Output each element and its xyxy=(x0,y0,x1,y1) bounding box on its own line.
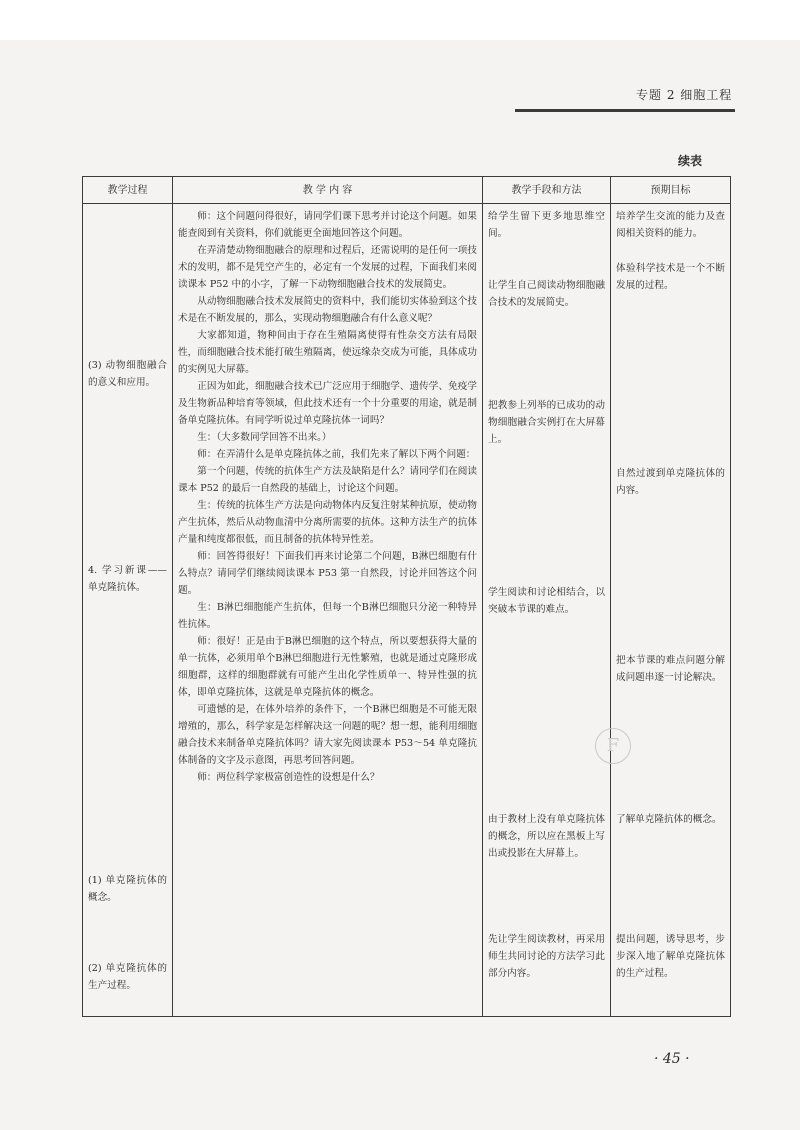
process-cell xyxy=(83,204,173,1017)
method-item: 把教参上列举的已成功的动物细胞融合实例打在大屏幕上。 xyxy=(488,400,605,445)
content-paragraph: 生：传统的抗体生产方法是向动物体内反复注射某种抗原，使动物产生抗体，然后从动物血清中分离所需要的抗体。这种方法生产的抗体产量和纯度都很低，而且制备的抗体特异性差。 xyxy=(178,500,477,545)
content-paragraph: 师：在弄清什么是单克隆抗体之前，我们先来了解以下两个问题： xyxy=(197,449,476,460)
content-paragraph: 大家都知道，物种间由于存在生殖隔离使得有性杂交方法有局限性，而细胞融合技术能打破生殖隔离，使远缘杂交成为可能，具体成功的实例见大屏幕。 xyxy=(178,330,477,375)
content-paragraph: 生：（大多数同学回答不出来。） xyxy=(197,432,332,443)
content-paragraph: 生：B淋巴细胞能产生抗体，但每一个B淋巴细胞只分泌一种特异性抗体。 xyxy=(178,602,477,630)
header-process: 教学过程 xyxy=(83,177,173,204)
content-paragraph: 正因为如此，细胞融合技术已广泛应用于细胞学、遗传学、免疫学及生物新品种培育等领域，但此技术还有一个十分重要的用途，就是制备单克隆抗体。有同学听说过单克隆抗体一词吗？ xyxy=(178,381,477,426)
method-item: 先让学生阅读教材，再采用师生共同讨论的方法学习此部分内容。 xyxy=(488,934,605,979)
goal-item: 体验科学技术是一个不断发展的过程。 xyxy=(616,263,725,291)
process-item: (1) 单克隆抗体的概念。 xyxy=(88,875,167,903)
process-item: (2) 单克隆抗体的生产过程。 xyxy=(88,963,167,991)
content-paragraph: 师：回答得很好！下面我们再来讨论第二个问题，B淋巴细胞有什么特点？请同学们继续阅读课本 P53 第一自然段，讨论并回答这个问题。 xyxy=(178,551,477,596)
goal-item: 了解单克隆抗体的概念。 xyxy=(616,814,722,825)
content-paragraph: 可遗憾的是，在体外培养的条件下，一个B淋巴细胞是不可能无限增殖的，那么，科学家是怎样解决这一问题的呢？想一想，能利用细胞融合技术来制备单克隆抗体吗？请大家先阅读课本 P53～54 单克隆抗体制备的文字及示意图，再思考回答问题。 xyxy=(178,704,477,766)
process-item: (3) 动物细胞融合的意义和应用。 xyxy=(88,360,167,388)
goal-item: 把本节课的难点问题分解成问题串逐一讨论解决。 xyxy=(616,655,725,683)
header-methods: 教学手段和方法 xyxy=(483,177,611,204)
content-paragraph: 师：很好！正是由于B淋巴细胞的这个特点，所以要想获得大量的单一抗体，必须用单个B淋巴细胞进行无性繁殖，也就是通过克隆形成细胞群，这样的细胞群就有可能产生出化学性质单一、特异性强的抗体，即单克隆抗体，这就是单克隆抗体的概念。 xyxy=(178,636,477,698)
goal-item: 提出问题，诱导思考，步步深入地了解单克隆抗体的生产过程。 xyxy=(616,934,725,979)
header-rule xyxy=(515,109,735,112)
method-item: 给学生留下更多地思维空间。 xyxy=(488,211,605,239)
registered-watermark: F xyxy=(595,728,631,764)
header-content: 教 学 内 容 xyxy=(173,177,483,204)
page-number: · 45 · xyxy=(654,1051,690,1067)
goals-cell xyxy=(611,204,731,1017)
content-paragraph: 从动物细胞融合技术发展简史的资料中，我们能切实体验到这个技术是在不断发展的，那么，实现动物细胞融合有什么意义呢？ xyxy=(178,296,477,324)
table-header-row xyxy=(83,177,731,204)
content-paragraph: 在弄清楚动物细胞融合的原理和过程后，还需说明的是任何一项技术的发明，都不是凭空产生的，必定有一个发展的过程，下面我们来阅读课本 P52 中的小字，了解一下动物细胞融合技术的发展简史。 xyxy=(178,245,477,290)
method-item: 让学生自己阅读动物细胞融合技术的发展简史。 xyxy=(488,280,605,308)
content-paragraph: 师：这个问题问得很好，请同学们课下思考并讨论这个问题。如果能查阅到有关资料，你们就能更全面地回答这个问题。 xyxy=(178,211,477,239)
content-paragraph: 第一个问题，传统的抗体生产方法及缺陷是什么？请同学们在阅读课本 P52 的最后一自然段的基础上，讨论这个问题。 xyxy=(178,466,477,494)
goal-item: 培养学生交流的能力及查阅相关资料的能力。 xyxy=(616,211,725,239)
method-item: 学生阅读和讨论相结合，以突破本节课的难点。 xyxy=(488,587,605,615)
content-paragraph: 师：两位科学家极富创造性的设想是什么？ xyxy=(197,772,380,783)
content-cell xyxy=(173,204,483,1017)
teaching-table xyxy=(82,176,731,1017)
continued-label: 续表 xyxy=(678,154,703,168)
table-row xyxy=(83,204,731,1017)
header-goals: 预期目标 xyxy=(611,177,731,204)
chapter-header: 专题 2 细胞工程 xyxy=(636,88,733,102)
goal-item: 自然过渡到单克隆抗体的内容。 xyxy=(616,468,725,496)
method-item: 由于教材上没有单克隆抗体的概念，所以应在黑板上写出或投影在大屏幕上。 xyxy=(488,814,605,859)
methods-cell xyxy=(483,204,611,1017)
process-item: 4. 学习新课——单克隆抗体。 xyxy=(88,565,167,593)
